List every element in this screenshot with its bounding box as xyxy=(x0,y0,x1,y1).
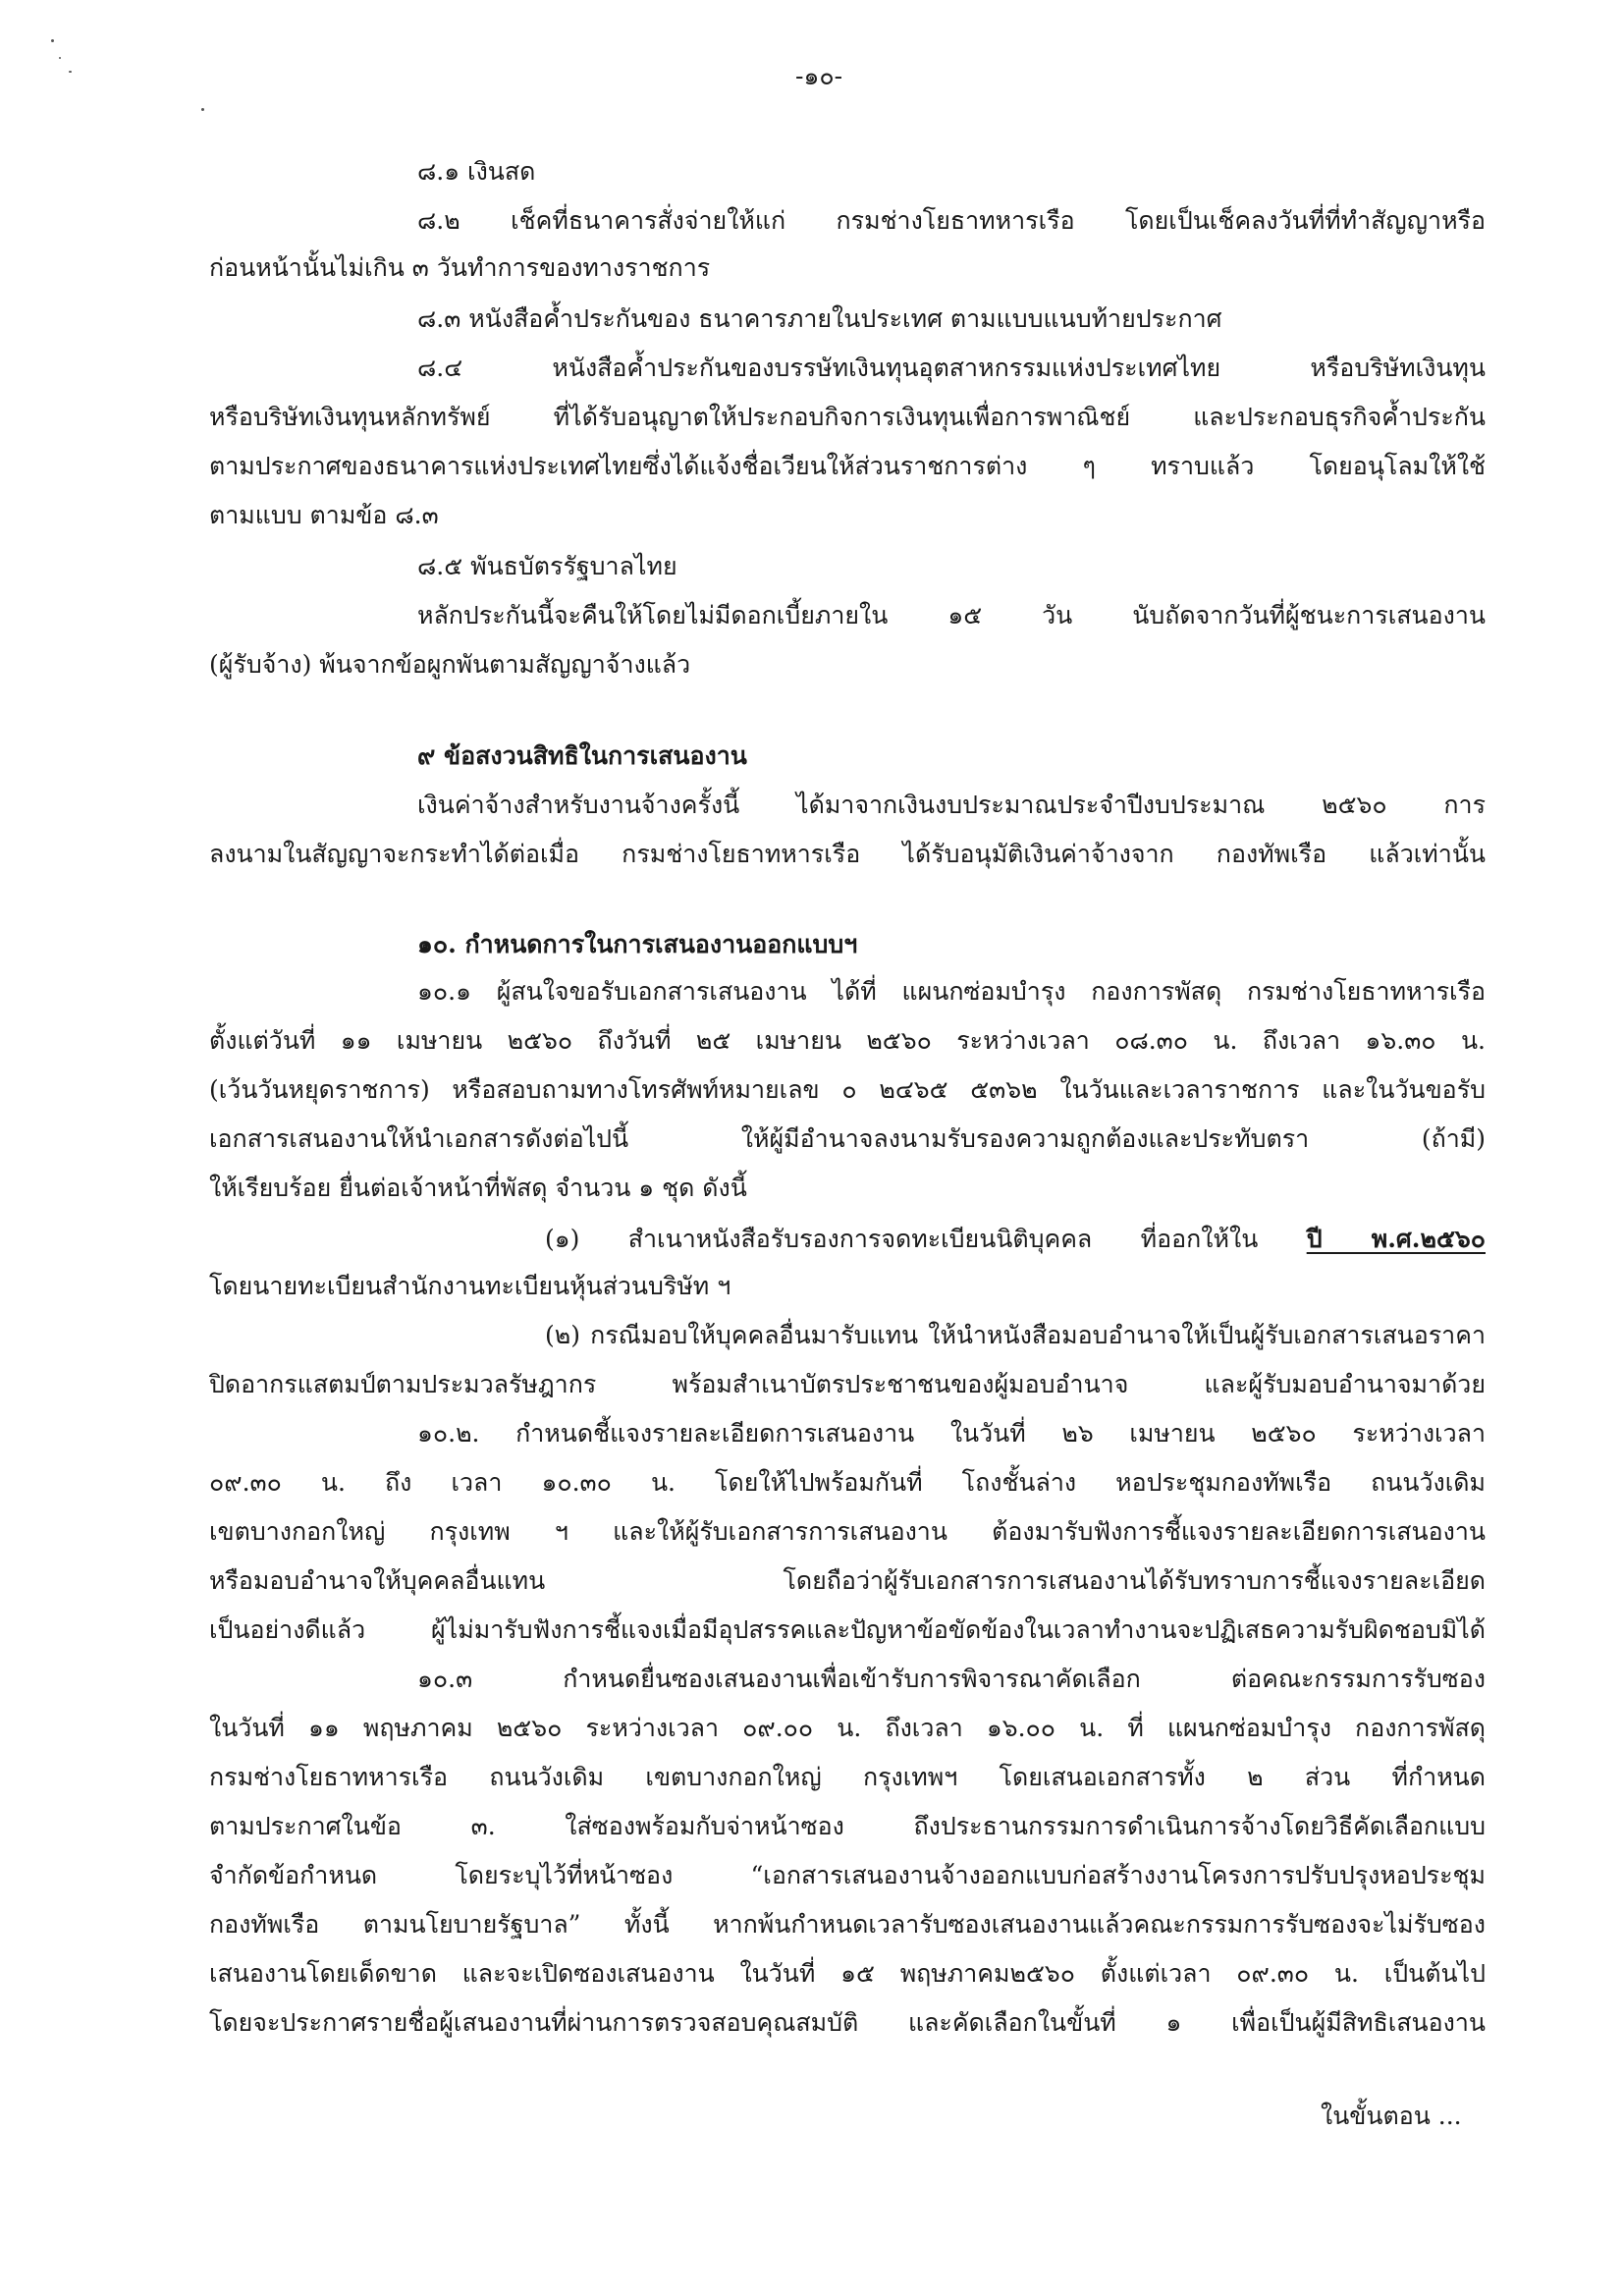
section10-p3-line1: ๑๐.๓ กำหนดยื่นซองเสนองานเพื่อเข้ารับการพิจารณาคัดเลือก ต่อคณะกรรมการรับซอง xyxy=(417,1665,1486,1693)
section8-item4-line2: หรือบริษัทเงินทุนหลักทรัพย์ ที่ได้รับอนุญาตให้ประกอบกิจการเงินทุนเพื่อการพาณิชย์ และประกอบธุรกิจค้ำประกัน xyxy=(209,403,1486,431)
section8-item3: ๘.๓ หนังสือค้ำประกันของ ธนาคารภายในประเทศ ตามแบบแนบท้ายประกาศ xyxy=(417,304,1222,333)
sub1-year-emphasis: ปี พ.ศ.๒๕๖๐ xyxy=(1306,1225,1486,1253)
section9-heading: ๙ ข้อสงวนสิทธิในการเสนองาน xyxy=(417,741,747,770)
section10-p3-line2: ในวันที่ ๑๑ พฤษภาคม ๒๕๖๐ ระหว่างเวลา ๐๙.๐๐ น. ถึงเวลา ๑๖.๐๐ น. ที่ แผนกซ่อมบำรุง กองการพัสดุ xyxy=(209,1714,1486,1742)
scan-speck xyxy=(69,71,72,73)
section10-p3-line3: กรมช่างโยธาทหารเรือ ถนนวังเดิม เขตบางกอกใหญ่ กรุงเทพฯ โดยเสนอเอกสารทั้ง ๒ ส่วน ที่กำหนด xyxy=(209,1763,1486,1791)
section10-p2-line4: หรือมอบอำนาจให้บุคคลอื่นแทน โดยถือว่าผู้รับเอกสารการเสนองานได้รับทราบการชี้แจงรายละเอียด xyxy=(209,1566,1486,1595)
sub1-text: (๑) สำเนาหนังสือรับรองการจดทะเบียนนิติบุคคล ที่ออกให้ใน xyxy=(545,1225,1307,1253)
section10-p3-line5: จำกัดข้อกำหนด โดยระบุไว้ที่หน้าซอง “เอกสารเสนองานจ้างออกแบบก่อสร้างงานโครงการปรับปรุงหอประชุม xyxy=(209,1861,1486,1889)
section8-item5: ๘.๕ พันธบัตรรัฐบาลไทย xyxy=(417,552,677,580)
section10-sub2-line2: ปิดอากรแสตมป์ตามประมวลรัษฎากร พร้อมสำเนาบัตรประชาชนของผู้มอบอำนาจ และผู้รับมอบอำนาจมาด้วย xyxy=(209,1370,1486,1398)
section10-sub2-line1: (๒) กรณีมอบให้บุคคลอื่นมารับแทน ให้นำหนังสือมอบอำนาจให้เป็นผู้รับเอกสารเสนอราคา xyxy=(545,1321,1486,1349)
scan-speck xyxy=(51,39,54,42)
section10-p3-line7: เสนองานโดยเด็ดขาด และจะเปิดซองเสนองาน ในวันที่ ๑๕ พฤษภาคม๒๕๖๐ ตั้งแต่เวลา ๐๙.๓๐ น. เป็นต้นไป xyxy=(209,1959,1486,1988)
section10-sub1-line1 xyxy=(545,1220,1486,1259)
section10-p2-line2: ๐๙.๓๐ น. ถึง เวลา ๑๐.๓๐ น. โดยให้ไปพร้อมกันที่ โถงชั้นล่าง หอประชุมกองทัพเรือ ถนนวังเดิม xyxy=(209,1468,1486,1497)
section10-p3-line8: โดยจะประกาศรายชื่อผู้เสนองานที่ผ่านการตรวจสอบคุณสมบัติ และคัดเลือกในขั้นที่ ๑ เพื่อเป็นผู้มีสิทธิเสนองาน xyxy=(209,2008,1486,2037)
guarantee-return-line1: หลักประกันนี้จะคืนให้โดยไม่มีดอกเบี้ยภายใน ๑๕ วัน นับถัดจากวันที่ผู้ชนะการเสนองาน xyxy=(417,601,1486,629)
section10-p1-line5: ให้เรียบร้อย ยื่นต่อเจ้าหน้าที่พัสดุ จำนวน ๑ ชุด ดังนี้ xyxy=(209,1174,747,1202)
guarantee-return-line2: (ผู้รับจ้าง) พ้นจากข้อผูกพันตามสัญญาจ้างแล้ว xyxy=(209,650,691,679)
section10-p2-line3: เขตบางกอกใหญ่ กรุงเทพ ฯ และให้ผู้รับเอกสารการเสนองาน ต้องมารับฟังการชี้แจงรายละเอียดการเสนองาน xyxy=(209,1517,1486,1546)
section8-item1: ๘.๑ เงินสด xyxy=(417,157,536,186)
section10-p3-line6: กองทัพเรือ ตามนโยบายรัฐบาล” ทั้งนี้ หากพ้นกำหนดเวลารับซองเสนองานแล้วคณะกรรมการรับซองจะไม่รับซอง xyxy=(209,1910,1486,1939)
section10-heading: ๑๐. กำหนดการในการเสนองานออกแบบฯ xyxy=(417,930,858,958)
section10-p1-line1: ๑๐.๑ ผู้สนใจขอรับเอกสารเสนองาน ได้ที่ แผนกซ่อมบำรุง กองการพัสดุ กรมช่างโยธาทหารเรือ xyxy=(417,977,1486,1006)
continuation-marker: ในขั้นตอน ... xyxy=(1321,2102,1462,2130)
scan-speck xyxy=(59,57,61,59)
section10-p2-line1: ๑๐.๒. กำหนดชี้แจงรายละเอียดการเสนองาน ในวันที่ ๒๖ เมษายน ๒๕๖๐ ระหว่างเวลา xyxy=(417,1419,1486,1448)
section8-item2-line1: ๘.๒ เช็คที่ธนาคารสั่งจ่ายให้แก่ กรมช่างโยธาทหารเรือ โดยเป็นเช็คลงวันที่ที่ทำสัญญาหรือ xyxy=(417,206,1486,235)
page-number: -๑๐- xyxy=(795,62,843,90)
section8-item2-line2: ก่อนหน้านั้นไม่เกิน ๓ วันทำการของทางราชการ xyxy=(209,253,711,282)
section8-item4-line1: ๘.๔ หนังสือค้ำประกันของบรรษัทเงินทุนอุตสาหกรรมแห่งประเทศไทย หรือบริษัทเงินทุน xyxy=(417,354,1486,382)
section10-p1-line3: (เว้นวันหยุดราชการ) หรือสอบถามทางโทรศัพท์หมายเลข ๐ ๒๔๖๕ ๕๓๖๒ ในวันและเวลาราชการ และในวันขอรับ xyxy=(209,1075,1486,1104)
section10-p2-line5: เป็นอย่างดีแล้ว ผู้ไม่มารับฟังการชี้แจงเมื่อมีอุปสรรคและปัญหาข้อขัดข้องในเวลาทำงานจะปฏิเสธความรับผิดชอบมิได้ xyxy=(209,1615,1486,1644)
section8-item4-line3: ตามประกาศของธนาคารแห่งประเทศไทยซึ่งได้แจ้งชื่อเวียนให้ส่วนราชการต่าง ๆ ทราบแล้ว โดยอนุโลมให้ใช้ xyxy=(209,452,1486,480)
section9-line2: ลงนามในสัญญาจะกระทำได้ต่อเมื่อ กรมช่างโยธาทหารเรือ ได้รับอนุมัติเงินค่าจ้างจาก กองทัพเรือ แล้วเท่านั้น xyxy=(209,840,1486,868)
section10-p3-line4: ตามประกาศในข้อ ๓. ใส่ซองพร้อมกับจ่าหน้าซอง ถึงประธานกรรมการดำเนินการจ้างโดยวิธีคัดเลือกแบบ xyxy=(209,1812,1486,1840)
section10-sub1-line2: โดยนายทะเบียนสำนักงานทะเบียนหุ้นส่วนบริษัท ฯ xyxy=(209,1272,731,1300)
scan-speck xyxy=(201,108,204,111)
section8-item4-line4: ตามแบบ ตามข้อ ๘.๓ xyxy=(209,501,439,529)
section9-line1: เงินค่าจ้างสำหรับงานจ้างครั้งนี้ ได้มาจากเงินงบประมาณประจำปีงบประมาณ ๒๕๖๐ การ xyxy=(417,791,1486,819)
section10-p1-line2: ตั้งแต่วันที่ ๑๑ เมษายน ๒๕๖๐ ถึงวันที่ ๒๕ เมษายน ๒๕๖๐ ระหว่างเวลา ๐๘.๓๐ น. ถึงเวลา ๑๖.๓๐ น. xyxy=(209,1026,1486,1055)
section10-p1-line4: เอกสารเสนองานให้นำเอกสารดังต่อไปนี้ ให้ผู้มีอำนาจลงนามรับรองความถูกต้องและประทับตรา (ถ้ามี) xyxy=(209,1124,1486,1153)
